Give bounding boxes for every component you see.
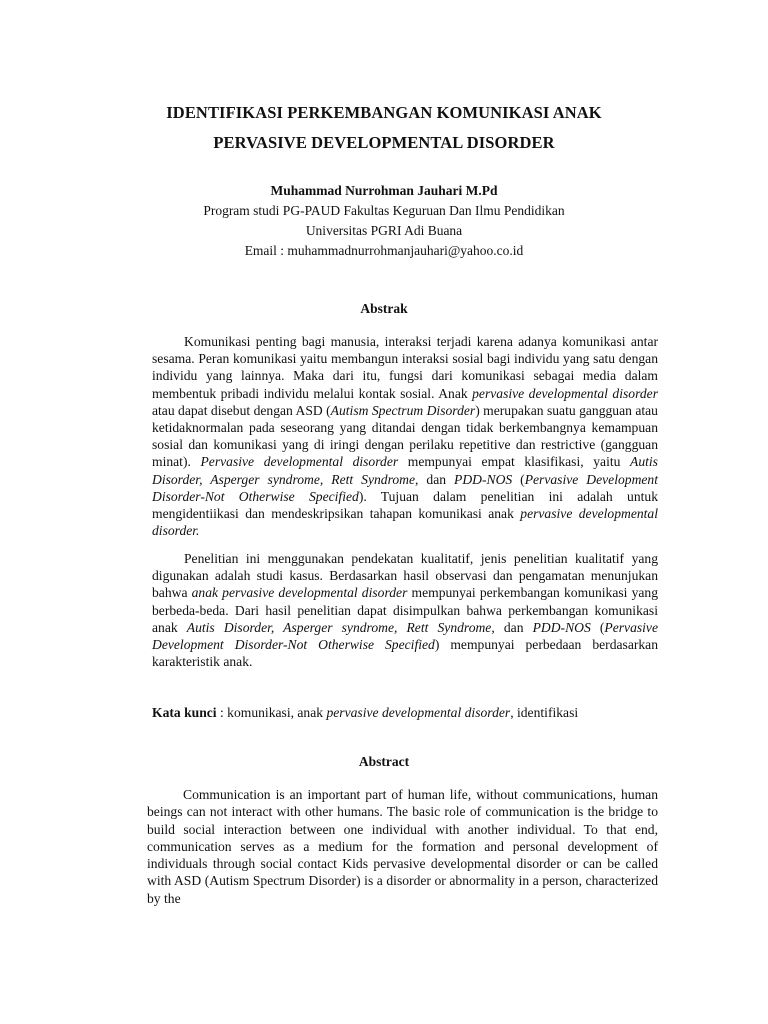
italic-term: anak pervasive developmental disorder xyxy=(191,585,408,601)
italic-term: Pervasive Development Disorder-Not Otherwise Specified xyxy=(152,471,658,504)
keywords-label: Kata kunci xyxy=(152,705,217,720)
abstrak-heading: Abstrak xyxy=(360,301,408,316)
author-email: Email : muhammadnurrohmanjauhari@yahoo.co.id xyxy=(244,243,524,258)
paper-title-line-2: PERVASIVE DEVELOPMENTAL DISORDER xyxy=(213,133,555,152)
italic-term: pervasive developmental disorder. xyxy=(152,506,659,539)
keywords-list: : komunikasi, anak pervasive developmental disorder, identifikasi xyxy=(216,705,579,720)
italic-term: Pervasive Development Disorder-Not Otherwise Specified xyxy=(152,619,658,653)
author-program: Program studi PG-PAUD Fakultas Keguruan Dan Ilmu Pendidikan xyxy=(203,203,565,218)
abstrak-paragraph-2: Penelitian ini menggunakan pendekatan kualitatif, jenis penelitian kualitatif yang digunakan adalah studi kasus. Berdasarkan hasil observasi dan pengamatan menunjukan bahwa anak pervasive developmental disorder mempunyai perkembangan komunikasi yang berbeda-beda. Dari hasil penelitian dapat disimpulkan bahwa perkembangan komunikasi anak Autis Disorder, Asperger syndrome, Rett Syndrome, dan PDD-NOS (Pervasive Development Disorder-Not Otherwise Specified) mempunyai perbedaan berdasarkan karakteristik anak. xyxy=(152,551,659,670)
italic-term: pervasive developmental disorder xyxy=(326,705,511,720)
italic-term: PDD-NOS xyxy=(532,619,591,635)
author-university: Universitas PGRI Adi Buana xyxy=(305,223,463,238)
author-name: Muhammad Nurrohman Jauhari M.Pd xyxy=(270,183,498,198)
italic-term: Autism Spectrum Disorder xyxy=(330,402,476,418)
italic-term: Autis Disorder, Asperger syndrome, Rett Syndrome xyxy=(152,454,658,487)
italic-term: Autis Disorder, Asperger syndrome, Rett Syndrome xyxy=(186,619,492,635)
italic-term: Pervasive developmental disorder xyxy=(200,454,399,470)
italic-term: PDD-NOS xyxy=(454,471,513,487)
abstract-heading: Abstract xyxy=(358,754,410,769)
abstract-paragraph-1: Communication is an important part of human life, without communications, human beings can not interact with other humans. The basic role of communication is the bridge to build social interaction between one individual with another individual. To that end, communication serves as a medium for the formation and personal development of individuals through social contact Kids pervasive developmental disorder or can be called with ASD (Autism Spectrum Disorder) is a disorder or abnormality in a person, characterized by the xyxy=(147,787,658,906)
paper-title-line-1: IDENTIFIKASI PERKEMBANGAN KOMUNIKASI ANAK xyxy=(166,103,602,122)
keywords-line xyxy=(152,705,658,721)
italic-term: pervasive developmental disorder xyxy=(472,385,658,401)
abstrak-paragraph-1: Komunikasi penting bagi manusia, interaksi terjadi karena adanya komunikasi antar sesama. Peran komunikasi yaitu membangun interaksi sosial bagi individu yang satu dengan individu yang lainnya. Maka dari itu, fungsi dari komunikasi sebagai media dalam membentuk pribadi individu melalui kontak sosial. Anak pervasive developmental disorder atau dapat disebut dengan ASD (Autism Spectrum Disorder) merupakan suatu gangguan atau ketidaknormalan pada seseorang yang ditandai dengan tidak berkembangnya kemampuan sosial dan komunikasi yang di iringi dengan perilaku repetitive dan restrictive (gangguan minat). Pervasive developmental disorder mempunyai empat klasifikasi, yaitu Autis Disorder, Asperger syndrome, Rett Syndrome, dan PDD-NOS (Pervasive Development Disorder-Not Otherwise Specified). Tujuan dalam penelitian ini adalah untuk mengidentiikasi dan mendeskripsikan tahapan komunikasi anak pervasive developmental disorder. xyxy=(152,334,659,539)
